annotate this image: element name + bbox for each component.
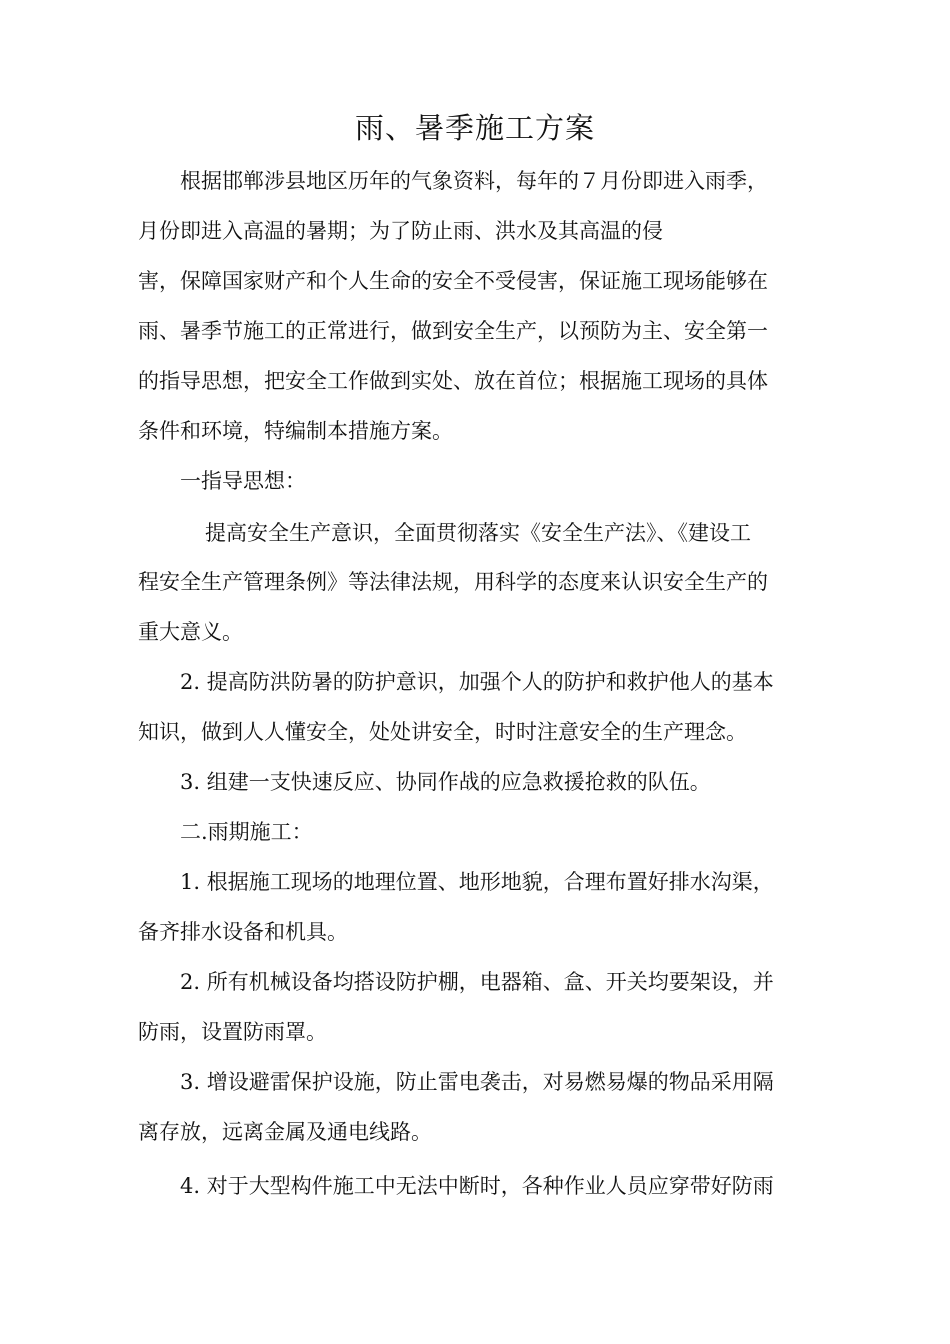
body-line: 月份即进入高温的暑期；为了防止雨、洪水及其高温的侵	[138, 219, 663, 243]
body-line: 防雨，设置防雨罩。	[138, 1020, 327, 1044]
document-title: 雨、暑季施工方案	[354, 111, 595, 145]
body-line: 的指导思想，把安全工作做到实处、放在首位；根据施工现场的具体	[138, 369, 768, 393]
body-line: 提高安全生产意识，全面贯彻落实《安全生产法》、《建设工	[205, 521, 751, 545]
body-line: 备齐排水设备和机具。	[138, 920, 348, 944]
body-line: 根据邯郸涉县地区历年的气象资料，每年的７月份即进入雨季，	[180, 169, 768, 193]
section-heading: 二.雨期施工：	[180, 820, 313, 844]
list-item-line: 1. 根据施工现场的地理位置、地形地貌，合理布置好排水沟渠，	[180, 870, 774, 894]
body-line: 雨、暑季节施工的正常进行，做到安全生产，以预防为主、安全第一	[138, 319, 768, 343]
list-item-line: 3. 增设避雷保护设施，防止雷电袭击，对易燃易爆的物品采用隔	[180, 1070, 774, 1094]
section-heading: 一指导思想：	[180, 469, 306, 493]
list-item-line: 4. 对于大型构件施工中无法中断时，各种作业人员应穿带好防雨	[180, 1174, 774, 1198]
list-item-line: 3. 组建一支快速反应、协同作战的应急救援抢救的队伍。	[180, 770, 711, 794]
body-line: 重大意义。	[138, 620, 243, 644]
body-line: 害，保障国家财产和个人生命的安全不受侵害，保证施工现场能够在	[138, 269, 768, 293]
body-line: 条件和环境，特编制本措施方案。	[138, 419, 453, 443]
body-line: 程安全生产管理条例》等法律法规，用科学的态度来认识安全生产的	[138, 570, 768, 594]
list-item-line: 2. 提高防洪防暑的防护意识，加强个人的防护和救护他人的基本	[180, 670, 774, 694]
body-line: 知识，做到人人懂安全，处处讲安全，时时注意安全的生产理念。	[138, 720, 747, 744]
body-line: 离存放，远离金属及通电线路。	[138, 1120, 432, 1144]
list-item-line: 2. 所有机械设备均搭设防护棚，电器箱、盒、开关均要架设，并	[180, 970, 774, 994]
